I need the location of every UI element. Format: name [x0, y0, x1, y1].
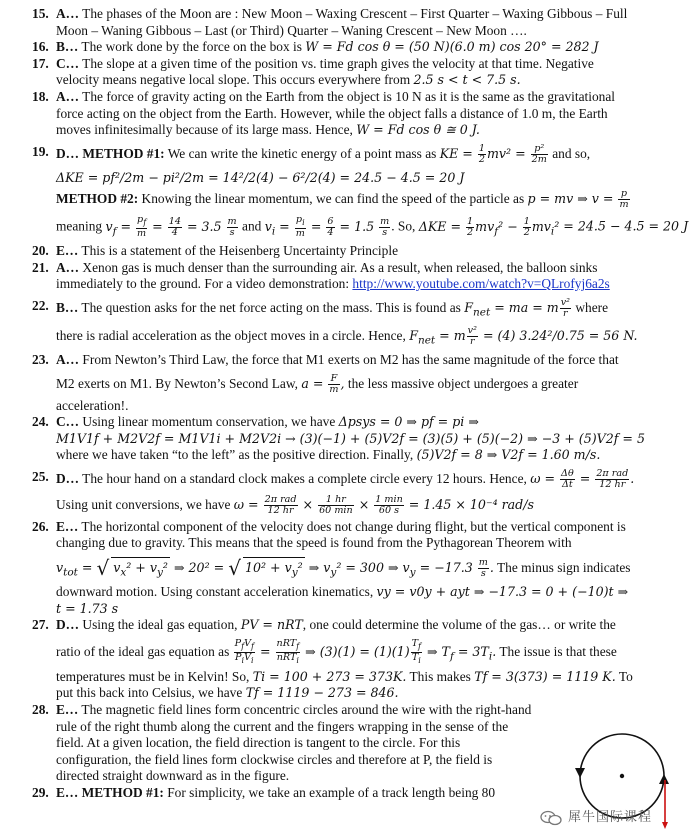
item-number: 16. [32, 39, 49, 55]
equation: (5)V2f = 8 ⇒ V2f = 1.60 m/s. [416, 447, 601, 463]
equation: M1V1f + M2V2f = M1V1i + M2V2i → (3)(−1) + (5)V2f = (3)(5) + (5)(−2) ⇒ −3 + (5)V2f = 5 [56, 430, 645, 446]
text: This is a statement of the Heisenberg Uncertainty Principle [78, 242, 399, 258]
text: The horizontal component of the velocity does not change during flight, but the vertical component is [78, 518, 626, 534]
wire-dot [620, 774, 624, 778]
answer-label: A… [56, 6, 80, 21]
equation: Ti = 100 + 273 = 373K. [252, 668, 407, 684]
item-number: 18. [32, 88, 49, 104]
solution-15 [32, 6, 687, 39]
delta-ke-equation: ΔKE = pf²/2m − pi²/2m = 14²/2(4) − 6²/2(4) = 24.5 − 4.5 = 20 J [56, 169, 465, 185]
momentum-equation: p = mv ⇒ v = $\frac{p}{m}$ [527, 188, 629, 211]
item-number: 27. [32, 617, 49, 633]
text: , one could determine the volume of the gas… or write the [302, 617, 616, 633]
equation: = (4) 3.24²/0.75 = 56 N. [482, 327, 638, 343]
equation: = 24.5 − 4.5 = 20 J [563, 218, 689, 234]
text: put this back into Celsius, we have [56, 685, 246, 701]
text: where [571, 299, 609, 315]
text: and [238, 218, 265, 234]
text: Knowing the linear momentum, we can find the speed of the particle as [138, 191, 528, 207]
fnet-equation: $F_{net}$ = ma = m $\frac{\text{v²}}{r}$ [464, 296, 570, 319]
text: The minus sign indicates [493, 560, 631, 576]
item-number: 25. [32, 468, 49, 484]
text: This makes [406, 668, 475, 684]
text: We can write the kinetic energy of a point mass as [164, 145, 440, 161]
answer-label: E… [56, 242, 79, 258]
solution-27 [32, 617, 687, 702]
text: force acting on the object from the Earth. However, while the object falls a distance of 1.0 m, the Earth [56, 105, 608, 121]
item-number: 26. [32, 518, 49, 534]
gas-ratio-equation: $\frac{P_fV_f}{P_iV_i}$ = $\frac{nRT_f}{nRT_i}$ ⇒ (3)(1) = (1)(1) $\frac{T_f}{T_i}$ ⇒ $T_f = 3T_i$. [234, 637, 497, 665]
ke-equation: KE = $\frac{1}{2}$ mv² = $\frac{\text{p²}}{2m}$ [439, 142, 547, 165]
solution-16 [32, 39, 687, 56]
text: Using unit conversions, we have [56, 496, 234, 512]
text: velocity means negative local slope. This occurs everywhere from [56, 72, 414, 88]
text: Using linear momentum conservation, we have [79, 414, 339, 430]
equation: W = Fd cos θ ≅ 0 J. [356, 122, 480, 138]
solution-23 [32, 352, 687, 414]
method-label: METHOD #2: [56, 191, 139, 207]
answer-label: D… [56, 617, 80, 633]
item-number: 22. [32, 297, 49, 313]
answer-label: B… [56, 299, 79, 315]
solution-24 [32, 414, 687, 464]
text: Using the ideal gas equation, [79, 617, 241, 633]
equation: Δpsys = 0 ⇒ pf = pi ⇒ [338, 414, 479, 430]
field-direction-arrow-left [575, 768, 585, 778]
text: The question asks for the net force acting on the mass. This is found as [78, 299, 465, 315]
item-number: 19. [32, 143, 49, 159]
text: field. At a given location, the field direction is tangent to the circle. For this [56, 735, 461, 751]
equation: vy = v0y + ayt ⇒ −17.3 = 0 + (−10)t ⇒ [376, 584, 629, 600]
text: The work done by the force on the box is [78, 39, 306, 55]
answer-label: C… [56, 414, 80, 430]
text: immediately to the ground. For a video demonstration: [56, 276, 353, 292]
wechat-icon [540, 810, 562, 826]
delta-ke-method2: ΔKE = $\frac{1}{2}$ $mv_f^2$ − $\frac{1}{2}$ $mv_i^2$ [418, 215, 564, 238]
text: The magnetic field lines form concentric circles around the wire with the right-hand [78, 701, 532, 717]
answer-label: E… [56, 701, 79, 717]
solution-26 [32, 519, 687, 617]
solution-18 [32, 89, 687, 139]
text: meaning [56, 218, 106, 234]
equation: t = 1.73 s [56, 600, 119, 616]
text: where we have taken “to the left” as the positive direction. Finally, [56, 447, 417, 463]
text: there is radial acceleration as the object moves in a circle. Hence, [56, 327, 410, 343]
solution-25 [32, 469, 687, 516]
item-number: 15. [32, 6, 49, 21]
fnet-calc: $F_{net} = m$ $\frac{\text{v²}}{r}$ [409, 324, 477, 347]
vf-equation: $v_f$ = $\frac{p_f}{m}$ = $\frac{14}{4}$ = 3.5 $\frac{m}{s}$ [105, 214, 237, 240]
text: From Newton’s Third Law, the force that M1 exerts on M2 has the same magnitude of the force that [79, 351, 619, 367]
text: rule of the right thumb along the current and the fingers wrapping in the sense of the [56, 718, 509, 734]
text: The force of gravity acting on the Earth from the object is 10 N as it is the same as the gravitational [79, 88, 616, 104]
answer-label: A… [56, 259, 80, 275]
answer-label: E… METHOD #1: [56, 784, 164, 800]
text: For simplicity, we take an example of a track length being 80 [163, 784, 496, 800]
vi-equation: $v_i$ = $\frac{p_i}{m}$ = $\frac{6}{4}$ = 1.5 $\frac{m}{s}$ [264, 214, 390, 240]
solution-22 [32, 298, 687, 349]
equation: Tf = 1119 − 273 = 846. [245, 685, 399, 701]
youtube-link[interactable]: http://www.youtube.com/watch?v=QLrofyj6a2s [352, 276, 610, 292]
item-number: 17. [32, 55, 49, 71]
item-number: 23. [32, 351, 49, 367]
accel-equation: a = $\frac{F}{m}$ , [301, 372, 345, 395]
watermark-text: 犀牛国际课程 [568, 809, 653, 825]
solution-19 [32, 144, 687, 240]
item-number: 20. [32, 242, 49, 258]
equation: = 1.45 × 10⁻⁴ rad/s [408, 496, 534, 512]
answer-label: B… [56, 39, 79, 55]
text: The slope at a given time of the position vs. time graph gives the velocity at that time. Negative [79, 55, 594, 71]
text: M2 exerts on M1. By Newton’s Second Law, [56, 375, 302, 391]
answer-label: D… [56, 470, 80, 486]
text: changing due to gravity. This means that the speed is found from the Pythagorean Theorem with [56, 535, 572, 551]
text: directed straight downward as in the figure. [56, 768, 290, 784]
text: . So, [391, 218, 419, 234]
answer-label: E… [56, 518, 79, 534]
equation: 2.5 s < t < 7.5 s. [413, 72, 521, 88]
omega-def: ω = $\frac{\Delta\theta}{\Delta t}$ = $\frac{\text{2π rad}}{12 hr}$ . [530, 467, 635, 490]
answer-label: A… [56, 351, 80, 367]
text: The phases of the Moon are : New Moon – Waxing Crescent – First Quarter – Waxing Gibbous – Full [79, 6, 628, 21]
pythagorean-equation: $v_{tot}$ = √ $v_x^2 + v_y^2$ ⇒ 20² = √ $10^2 + v_y^2$ ⇒ $v_y^2 = 300$ ⇒ $v_y = -17.3$ $\frac{m}{s}$ . [56, 556, 494, 581]
text: To [615, 668, 633, 684]
item-number: 29. [32, 784, 49, 800]
solution-17 [32, 56, 687, 89]
text: acceleration!. [56, 397, 129, 413]
text: The hour hand on a standard clock makes a complete circle every 12 hours. Hence, [79, 470, 531, 486]
answer-label: C… [56, 55, 80, 71]
text: The issue is that these [496, 643, 617, 659]
text: moves infinitesimally because of its large mass. Hence, [56, 122, 357, 138]
text: ratio of the ideal gas equation as [56, 643, 233, 659]
text: and so, [548, 145, 591, 161]
text: Xenon gas is much denser than the surrounding air. As a result, when released, the balloon sinks [79, 259, 598, 275]
omega-conversion: ω = $\frac{\text{2π rad}}{12 hr}$ × $\frac{1 hr}{60 \min}$ × $\frac{1 \min}{60 s}$ [233, 493, 403, 516]
text: Moon – Waning Gibbous – Last (or Third) Quarter – Waning Crescent – New Moon …. [56, 22, 527, 38]
answer-label: D… METHOD #1: [56, 145, 165, 161]
equation: W = Fd cos θ = (50 N)(6.0 m) cos 20° = 282 J [305, 39, 599, 55]
watermark [540, 808, 690, 828]
solution-20 [32, 243, 687, 260]
text: temperatures must be in Kelvin! So, [56, 668, 253, 684]
item-number: 28. [32, 701, 49, 717]
answer-label: A… [56, 88, 80, 104]
solution-21 [32, 260, 687, 293]
item-number: 21. [32, 259, 49, 275]
equation: Tf = 3(373) = 1119 K. [474, 668, 616, 684]
field-direction-arrow-right [659, 774, 669, 784]
text: configuration, the field lines form clockwise circles and therefore at P, the field is [56, 751, 493, 767]
item-number: 24. [32, 414, 49, 430]
equation: PV = nRT [240, 617, 303, 633]
text: downward motion. Using constant acceleration kinematics, [56, 584, 377, 600]
text: the less massive object undergoes a greater [344, 375, 579, 391]
